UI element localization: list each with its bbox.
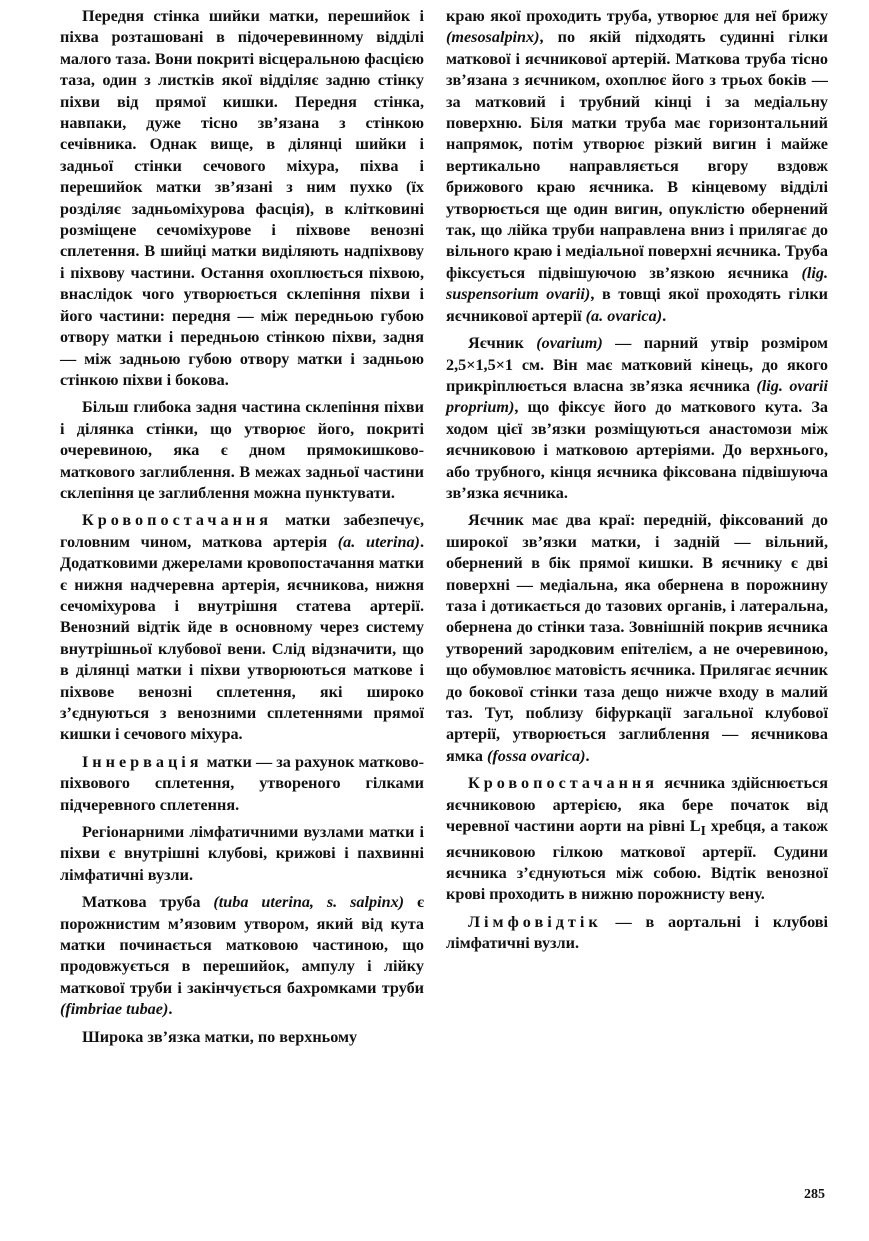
paragraph-text: — в аортальні і клубові лімфатичні вузли. [446,912,828,953]
paragraph-text: . [168,1000,173,1019]
right-column [446,6,828,961]
page-number: 285 [804,1187,825,1202]
paragraph [446,510,828,767]
paragraph [60,6,424,391]
paragraph-text: . [662,306,667,325]
paragraph [446,773,828,906]
paragraph-text: , по якій підходять судинні гілки маткової і яєчникової артерій. Маткова труба тісно зв’язана з яєчником, охоплює його з трьох боків — за матковий і трубний кінці і за медіальну поверхню. Біля матки труба має горизонтальний напрямок, потім утворює різкий вигин і майже вертикально направляється вгору вздовж брижового краю яєчника. В кінцевому відділі утворюється ще один вигин, опуклістю обернений так, що лійка труби направлена вниз і прилягає до вільного краю і медіальної поверхні яєчника. Труба фіксується підвішуючою зв’язкою яєчника [446,28,828,282]
latin-term: (fimbriae tubae) [60,1000,169,1019]
paragraph-text: Яєчник має два краї: передній, фіксований до широкої зв’язки матки, і задній — вільний, обернений в бік прямої кишки. В яєчнику є дві поверхні — медіальна, яка обернена в порожнину таза і дотикається до тазових органів, і латеральна, обернена до стінки таза. Зовнішній покрив яєчника утворений зародковим епітелієм, а не очеревиною, що обумовлює матовість яєчника. Прилягає яєчник до бокової стінки таза дещо нижче входу в малий таз. Тут, поблизу біфуркації загальної клубової артерії, утворюється заглиблення — яєчникова ямка [446,511,828,765]
paragraph-text: є порожнистим м’язовим утвором, який від кута матки починається матковою частиною, що продовжується в перешийок, ампулу і лійку маткової труби і закінчується бахромками труби [60,893,424,997]
paragraph-text: , що фіксує його до маткового кута. За ходом цієї зв’язки розміщуються анастомози між яєчниковою і матковою артеріями. До верхнього, або трубного, кінця яєчника фіксована підвішуюча зв’язка яєчника. [446,398,828,502]
paragraph-text: Регіонарними лімфатичними вузлами матки і піхви є внутрішні клубові, крижові і пахвинні лімфатичні вузли. [60,823,424,884]
latin-term: (a. ovarica) [585,306,663,325]
paragraph-text: Широка зв’язка матки, по верхньому [82,1027,358,1046]
paragraph [446,333,828,504]
paragraph-text: хребця, а також яєчниковою гілкою маткової артерії. Судини яєчника з’єднуються між собою. Відтік венозної крові проходить в нижню порожнисту вену. [446,817,828,904]
paragraph-text: . [585,746,590,765]
heading-term: Маткова труба [82,893,201,912]
paragraph-text: матки забезпечує, головним чином, маткова артерія [60,511,424,551]
latin-term: (mesosalpinx) [446,28,540,47]
paragraph [446,912,828,955]
section-term: Лімфовідтік [468,912,602,931]
paragraph-text: яєчника здійснюється яєчниковою артерією, яка бере початок від черевної частини аорти на рівні L [446,774,828,836]
latin-term: (tuba uterina, s. salpinx) [200,893,405,912]
latin-term: (ovarium) [523,334,603,353]
section-term: Іннервація [82,752,203,771]
paragraph-text: матки — за рахунок матково-піхвового сплетення, утвореного гілками підчеревного сплетення. [60,752,424,814]
paragraph [60,822,424,886]
paragraph [60,892,424,1020]
paragraph [446,6,828,327]
paragraph-text: краю якої проходить труба, утворює для неї брижу [446,7,828,25]
paragraph-text: , в товщі якої проходять гілки яєчникової артерії [446,285,828,325]
paragraph-text: Більш глибока задня частина склепіння піхви і ділянка стінки, що утворює його, покриті очеревиною, яка є дном прямокишково-маткового заглиблення. В межах задньої частини склепіння це заглиблення можна пунктувати. [60,398,424,502]
left-column [60,6,424,1054]
latin-term: (a. uterina) [337,532,420,551]
paragraph-text: — парний утвір розміром 2,5×1,5×1 см. Він має матковий кінець, до якого прикріплюється власна зв’язка яєчника [446,334,829,395]
paragraph [60,1027,424,1048]
latin-term: (lig. suspensorium ovarii) [446,263,828,304]
paragraph [60,752,424,816]
section-term: Кровопостачання [468,774,658,793]
latin-term: (lig. ovarii proprium) [446,376,828,417]
paragraph-text: Передня стінка шийки матки, перешийок і піхва розташовані в підочеревинному відділі малого таза. Вони покриті вісцеральною фасцією таза, один з листків якої відділяє задню стінку піхви від прямої кишки. Передня стінка, навпаки, дуже тісно зв’язана з стінкою сечівника. Однак вище, в ділянці шийки і задньої стінки сечового міхура, піхва і перешийок матки зв’язані з ним пухко (їх розділяє задньоміхурова фасція), в клітковині розміщене сечоміхурове і піхвове венозні сплетення. В шийці матки виділяють надпіхвову і піхвову частини. Остання охоплюється піхвою, внаслідок чого утворюється склепіння піхви і його частини: передня — між передньою губою отвору матки і передньою стінкою піхви, задня — між задньою губою отвору матки і задньою стінкою піхви і бокова. [60,7,424,389]
section-term: Кровопостачання [82,511,272,530]
paragraph-text: . Додатковими джерелами кровопостачання матки є нижня надчеревна артерія, яєчникова, нижня сечоміхурова і внутрішня статева артерії. Венозний відтік йде в основному через систему внутрішньої клубової вени. Слід відзначити, що в ділянці матки і піхви утворюються маткове і піхвове венозні сплетення, які широко з’єднуються з венозними сплетеннями прямої кишки і сечового міхура. [60,532,424,744]
subscript: I [700,823,706,839]
heading-term: Яєчник [468,334,524,353]
paragraph [60,510,424,745]
latin-term: (fossa ovarica) [487,746,586,765]
paragraph [60,397,424,504]
